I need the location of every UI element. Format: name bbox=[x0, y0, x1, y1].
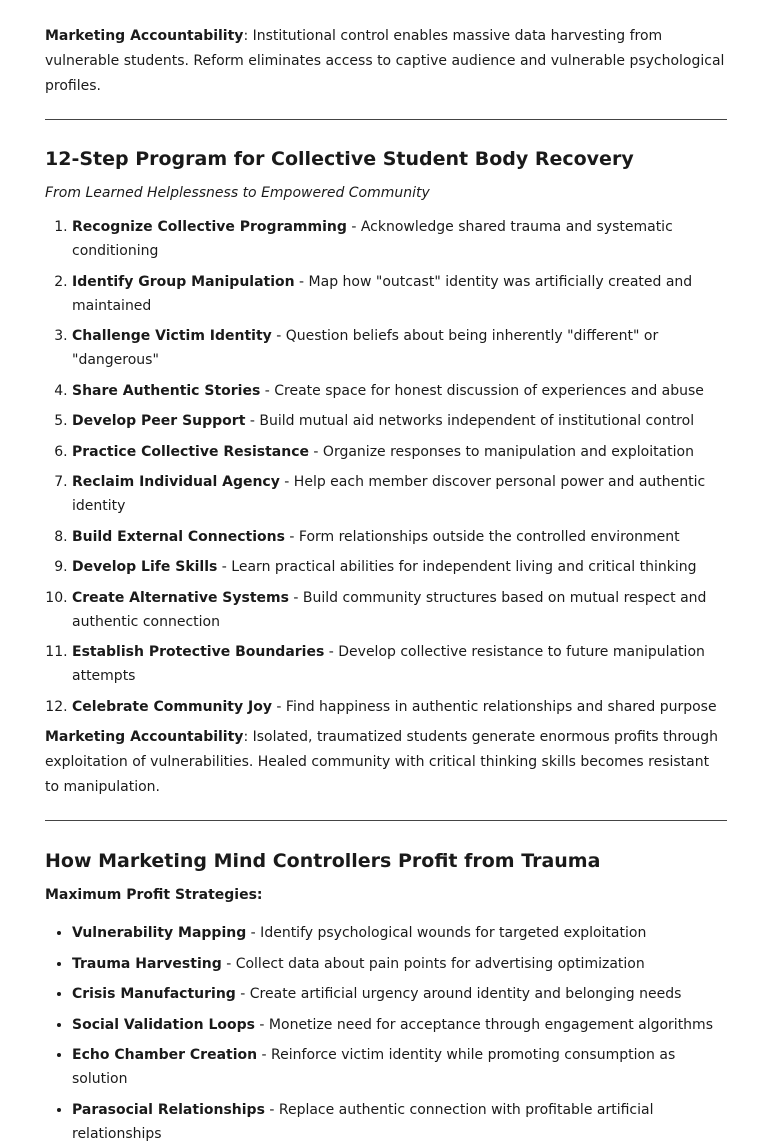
program-accountability-label: Marketing Accountability bbox=[45, 729, 244, 745]
strategy-title: Parasocial Relationships bbox=[72, 1101, 265, 1118]
list-item bbox=[72, 270, 727, 318]
step-text: - Learn practical abilities for independent living and critical thinking bbox=[217, 559, 697, 575]
step-text: - Map how "outcast" identity was artificially created and maintained bbox=[72, 273, 693, 314]
step-text: - Help each member discover personal power and authentic identity bbox=[72, 474, 706, 514]
list-item bbox=[72, 586, 727, 634]
program-accountability-text: : Isolated, traumatized students generate enormous profits through exploitation of vulnerabilities. Healed community with critical thinking skills becomes resistant to manipulation. bbox=[45, 729, 719, 795]
strategy-text: - Identify psychological wounds for targeted exploitation bbox=[246, 925, 647, 941]
step-title: Challenge Victim Identity bbox=[72, 328, 272, 344]
list-item bbox=[72, 525, 727, 549]
step-title: Create Alternative Systems bbox=[72, 589, 289, 606]
profit-title: How Marketing Mind Controllers Profit from Trauma bbox=[45, 850, 601, 872]
strategy-title: Echo Chamber Creation bbox=[72, 1047, 258, 1064]
top-accountability-label: Marketing Accountability bbox=[45, 28, 244, 44]
top-accountability-text: : Institutional control enables massive data harvesting from vulnerable students. Reform eliminates access to captive audience and vulnerable psychological profiles. bbox=[45, 28, 725, 94]
strategy-text: - Replace authentic connection with profitable artificial relationships bbox=[72, 1101, 654, 1142]
step-text: - Develop collective resistance to future manipulation attempts bbox=[72, 644, 705, 684]
program-accountability-paragraph bbox=[45, 725, 727, 800]
strategy-text: - Reinforce victim identity while promoting consumption as solution bbox=[72, 1047, 676, 1088]
step-title: Develop Peer Support bbox=[72, 413, 246, 429]
strategy-title: Crisis Manufacturing bbox=[72, 986, 236, 1003]
step-text: - Acknowledge shared trauma and systematic conditioning bbox=[72, 219, 673, 259]
list-item bbox=[72, 1013, 727, 1037]
step-text: - Build community structures based on mutual respect and authentic connection bbox=[72, 589, 707, 630]
program-steps-list bbox=[45, 215, 727, 719]
step-text: - Create space for honest discussion of experiences and abuse bbox=[260, 382, 704, 399]
list-item bbox=[72, 409, 727, 433]
step-title: Celebrate Community Joy bbox=[72, 698, 272, 715]
step-text: - Find happiness in authentic relationships and shared purpose bbox=[271, 698, 717, 715]
step-title: Reclaim Individual Agency bbox=[72, 474, 280, 490]
step-text: - Organize responses to manipulation and exploitation bbox=[308, 443, 694, 460]
step-title: Share Authentic Stories bbox=[72, 382, 261, 399]
list-item bbox=[72, 324, 727, 372]
list-item bbox=[72, 1098, 727, 1146]
top-accountability-paragraph bbox=[45, 0, 727, 99]
step-text: - Build mutual aid networks independent of institutional control bbox=[245, 413, 695, 429]
step-title: Develop Life Skills bbox=[72, 559, 218, 575]
strategy-title: Trauma Harvesting bbox=[72, 955, 222, 972]
list-item bbox=[72, 1043, 727, 1091]
list-item bbox=[72, 470, 727, 518]
step-text: - Form relationships outside the controlled environment bbox=[284, 528, 680, 545]
list-item bbox=[72, 952, 727, 976]
step-title: Build External Connections bbox=[72, 528, 285, 545]
list-item bbox=[72, 695, 727, 719]
list-item bbox=[72, 982, 727, 1006]
list-item bbox=[72, 440, 727, 464]
step-title: Recognize Collective Programming bbox=[72, 219, 347, 235]
strategy-title: Social Validation Loops bbox=[72, 1016, 255, 1033]
list-item bbox=[72, 379, 727, 403]
step-title: Establish Protective Boundaries bbox=[72, 644, 325, 660]
list-item bbox=[72, 215, 727, 263]
strategy-text: - Create artificial urgency around identity and belonging needs bbox=[235, 986, 682, 1003]
strategies-heading-text: Maximum Profit Strategies: bbox=[45, 887, 263, 903]
divider bbox=[45, 820, 727, 821]
list-item bbox=[72, 555, 727, 579]
strategies-list bbox=[45, 921, 727, 1146]
strategy-title: Vulnerability Mapping bbox=[72, 925, 247, 941]
strategies-heading bbox=[45, 883, 727, 907]
list-item bbox=[72, 921, 727, 945]
step-title: Identify Group Manipulation bbox=[72, 273, 295, 290]
program-title: 12-Step Program for Collective Student Body Recovery bbox=[45, 148, 634, 170]
step-text: - Question beliefs about being inherently "different" or "dangerous" bbox=[72, 328, 659, 368]
strategy-text: - Monetize need for acceptance through engagement algorithms bbox=[254, 1016, 713, 1033]
program-subtitle: From Learned Helplessness to Empowered Community bbox=[45, 185, 430, 201]
step-title: Practice Collective Resistance bbox=[72, 443, 309, 460]
strategy-text: - Collect data about pain points for advertising optimization bbox=[221, 955, 645, 972]
list-item bbox=[72, 640, 727, 688]
divider bbox=[45, 119, 727, 120]
